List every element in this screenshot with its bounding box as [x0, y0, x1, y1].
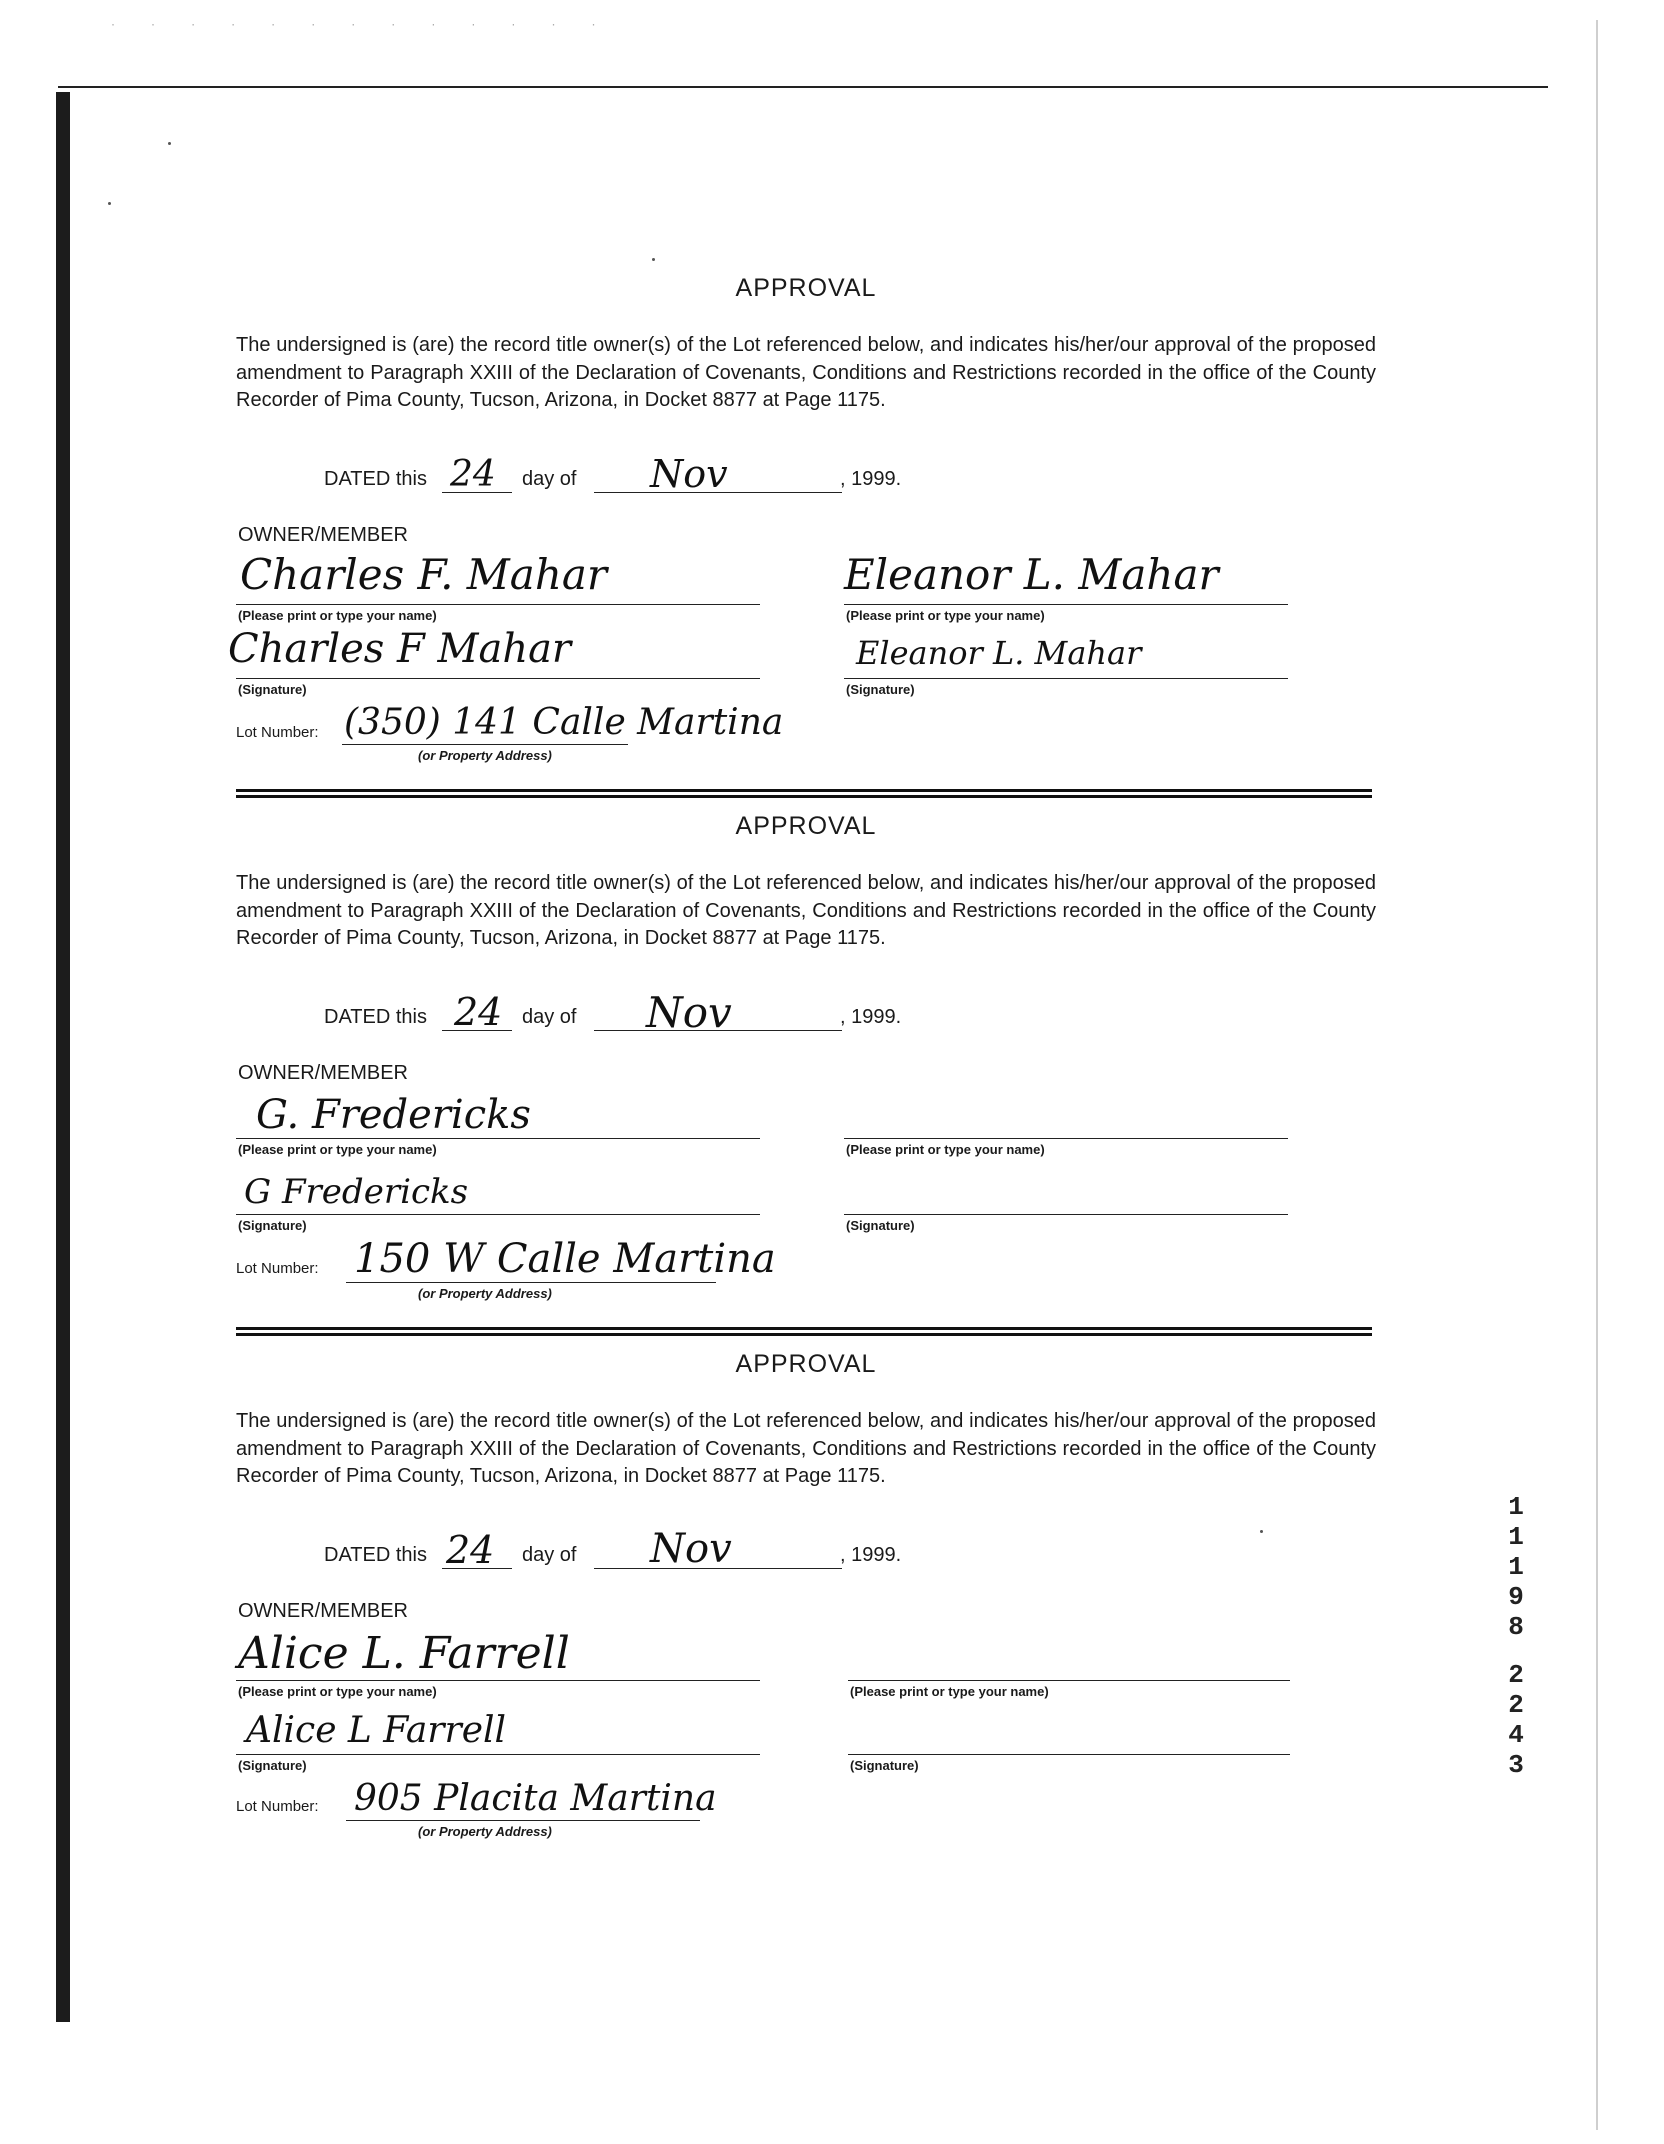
owner1-name-hint: (Please print or type your name) — [238, 608, 437, 623]
approval-body-text: The undersigned is (are) the record title owner(s) of the Lot referenced below, and indicates his/her/our approval of the proposed amendment to Paragraph XXIII of the Declaration of Covenants, Conditions and Restrictions recorded in the office of the County Recorder of Pima County, Tucson, Arizona, in Docket 8877 at Page 1175. — [236, 334, 1376, 411]
lot-address-hint: (or Property Address) — [418, 748, 552, 763]
owner1-name-line — [236, 1680, 760, 1681]
section-title: APPROVAL — [735, 1350, 877, 1378]
scan-left-edge — [56, 92, 70, 2022]
owner1-name-line — [236, 604, 760, 605]
owner2-name-line — [848, 1680, 1290, 1681]
owner1-name-hint: (Please print or type your name) — [238, 1142, 437, 1157]
lot-number-value: 150 W Calle Martina — [354, 1236, 776, 1282]
approval-section-2 — [236, 812, 1376, 1352]
owner1-signature-line — [236, 1754, 760, 1755]
lot-number-line — [342, 744, 628, 745]
dated-label: DATED this — [324, 468, 427, 490]
owner-member-label: OWNER/MEMBER — [238, 1062, 408, 1084]
dated-label: DATED this — [324, 1006, 427, 1028]
owner1-signature: Alice L Farrell — [246, 1710, 507, 1751]
stamp-digit: 1 — [1508, 1492, 1524, 1522]
scan-speck — [108, 202, 111, 205]
section-divider — [236, 1327, 1372, 1337]
owner1-signature-hint: (Signature) — [238, 682, 307, 697]
owner1-signature-line — [236, 1214, 760, 1215]
owner2-signature-line — [844, 678, 1288, 679]
day-of-label: day of — [522, 1544, 577, 1566]
owner1-signature-hint: (Signature) — [238, 1218, 307, 1233]
day-handwritten: 24 — [446, 1528, 495, 1572]
owner-member-label: OWNER/MEMBER — [238, 524, 408, 546]
owner1-name-hint: (Please print or type your name) — [238, 1684, 437, 1699]
lot-number-label: Lot Number: — [236, 1798, 319, 1815]
approval-body-text: The undersigned is (are) the record title owner(s) of the Lot referenced below, and indicates his/her/our approval of the proposed amendment to Paragraph XXIII of the Declaration of Covenants, Conditions and Restrictions recorded in the office of the County Recorder of Pima County, Tucson, Arizona, in Docket 8877 at Page 1175. — [236, 1410, 1376, 1487]
lot-address-hint: (or Property Address) — [418, 1286, 552, 1301]
day-handwritten: 24 — [454, 990, 503, 1034]
scan-noise-dots: · · · · · · · · · · · · · — [110, 20, 611, 31]
owner1-name-line — [236, 1138, 760, 1139]
scan-speck — [168, 142, 171, 145]
stamp-digit: 1 — [1508, 1522, 1524, 1552]
scan-right-edge — [1596, 20, 1598, 2130]
month-handwritten: Nov — [650, 452, 728, 496]
approval-section-3 — [236, 1350, 1376, 1890]
owner2-name-line — [844, 1138, 1288, 1139]
scan-speck — [652, 258, 655, 261]
lot-number-label: Lot Number: — [236, 1260, 319, 1277]
owner1-signature: G Fredericks — [244, 1172, 469, 1212]
stamp-digit: 1 — [1508, 1552, 1524, 1582]
lot-number-value: 905 Placita Martina — [354, 1778, 717, 1819]
owner2-signature-line — [848, 1754, 1290, 1755]
lot-number-label: Lot Number: — [236, 724, 319, 741]
owner2-signature: Eleanor L. Mahar — [856, 634, 1142, 672]
dated-label: DATED this — [324, 1544, 427, 1566]
owner2-name-hint: (Please print or type your name) — [846, 608, 1045, 623]
approval-section-1 — [228, 274, 1376, 814]
owner2-signature-hint: (Signature) — [846, 682, 915, 697]
stamp-gap — [1500, 1642, 1532, 1660]
stamp-digit: 8 — [1508, 1612, 1524, 1642]
owner1-printed-name: G. Fredericks — [256, 1092, 531, 1138]
owner1-signature: Charles F Mahar — [228, 626, 572, 672]
owner2-signature-hint: (Signature) — [846, 1218, 915, 1233]
owner2-signature-line — [844, 1214, 1288, 1215]
owner2-name-hint: (Please print or type your name) — [846, 1142, 1045, 1157]
section-divider — [236, 789, 1372, 799]
lot-address-hint: (or Property Address) — [418, 1824, 552, 1839]
owner2-name-hint: (Please print or type your name) — [850, 1684, 1049, 1699]
dated-row — [324, 988, 1224, 1037]
stamp-digit: 2 — [1508, 1690, 1524, 1720]
section-title: APPROVAL — [735, 812, 877, 840]
owner2-name-line — [844, 604, 1288, 605]
section-title: APPROVAL — [735, 274, 877, 302]
month-handwritten: Nov — [650, 1526, 732, 1572]
lot-number-line — [346, 1282, 716, 1283]
lot-number-line — [346, 1820, 700, 1821]
owner2-signature-hint: (Signature) — [850, 1758, 919, 1773]
day-of-label: day of — [522, 1006, 577, 1028]
day-handwritten: 24 — [450, 454, 496, 495]
dated-row — [324, 1526, 1224, 1574]
owner1-signature-line — [236, 678, 760, 679]
stamp-digit: 4 — [1508, 1720, 1524, 1750]
owner1-printed-name: Alice L. Farrell — [238, 1628, 570, 1679]
approval-body-text: The undersigned is (are) the record title owner(s) of the Lot referenced below, and indicates his/her/our approval of the proposed amendment to Paragraph XXIII of the Declaration of Covenants, Conditions and Restrictions recorded in the office of the County Recorder of Pima County, Tucson, Arizona, in Docket 8877 at Page 1175. — [236, 872, 1376, 949]
year-label: , 1999. — [840, 1006, 902, 1028]
year-label: , 1999. — [840, 1544, 902, 1566]
stamp-digit: 3 — [1508, 1750, 1524, 1780]
lot-number-value: (350) 141 Calle Martina — [344, 702, 784, 743]
owner2-printed-name: Eleanor L. Mahar — [844, 550, 1219, 599]
stamp-digit: 9 — [1508, 1582, 1524, 1612]
day-of-label: day of — [522, 468, 577, 490]
owner1-printed-name: Charles F. Mahar — [240, 550, 608, 599]
owner1-signature-hint: (Signature) — [238, 1758, 307, 1773]
docket-stamp-number — [1500, 1492, 1532, 1780]
month-handwritten: Nov — [646, 988, 732, 1037]
stamp-digit: 2 — [1508, 1660, 1524, 1690]
owner-member-label: OWNER/MEMBER — [238, 1600, 408, 1622]
year-label: , 1999. — [840, 468, 902, 490]
dated-row — [324, 452, 1224, 498]
scan-top-edge — [58, 86, 1548, 88]
